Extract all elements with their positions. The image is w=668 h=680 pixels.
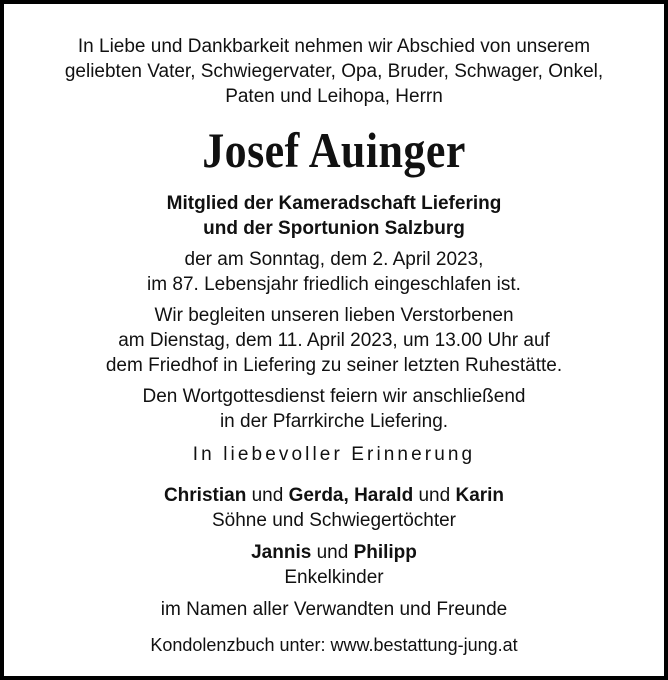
death-line-1: der am Sonntag, dem 2. April 2023, (184, 249, 484, 270)
intro-line-1: In Liebe und Dankbarkeit nehmen wir Abschied von unserem (77, 36, 591, 57)
mass-line-1: Den Wortgottesdienst feiern wir anschließend (142, 386, 526, 407)
daughter-in-law-name-1: Gerda, (288, 485, 349, 506)
daughter-in-law-name-2: Karin (455, 485, 505, 506)
sons-names (4, 483, 664, 508)
membership-line-1: Mitglied der Kameradschaft Liefering (166, 193, 502, 214)
death-line-2: im 87. Lebensjahr friedlich eingeschlafen ist. (147, 274, 521, 295)
membership-text (4, 191, 664, 241)
intro-line-3: Paten und Leihopa, Herrn (225, 86, 443, 107)
deceased-name: Josef Auinger (202, 122, 466, 178)
sons-and-2: und (418, 485, 451, 506)
sons-role: Söhne und Schwiegertöchter (212, 510, 456, 531)
grandchild-name-1: Jannis (251, 542, 312, 563)
sons-block (4, 483, 664, 533)
mass-line-2: in der Pfarrkirche Liefering. (219, 411, 449, 432)
intro-line-2: geliebten Vater, Schwiegervater, Opa, Bruder, Schwager, Onkel, (64, 61, 604, 82)
burial-line-2: am Dienstag, dem 11. April 2023, um 13.00 Uhr auf (118, 330, 550, 351)
burial-text (4, 303, 664, 378)
membership-line-2: und der Sportunion Salzburg (203, 218, 465, 239)
grandchildren-block (4, 540, 664, 590)
grandchild-name-2: Philipp (353, 542, 417, 563)
grandchildren-and: und (316, 542, 349, 563)
son-name-1: Christian (163, 485, 247, 506)
family-line: im Namen aller Verwandten und Freunde (160, 599, 508, 620)
burial-line-1: Wir begleiten unseren lieben Verstorbenen (154, 305, 514, 326)
burial-line-3: dem Friedhof in Liefering zu seiner letzten Ruhestätte. (105, 355, 563, 376)
mass-text (4, 384, 664, 434)
grandchildren-role: Enkelkinder (284, 567, 384, 588)
intro-text (4, 34, 664, 109)
sons-and-1: und (251, 485, 284, 506)
condolence-book-line: Kondolenzbuch unter: www.bestattung-jung.at (150, 635, 518, 655)
son-name-2: Harald (354, 485, 414, 506)
remembrance-heading: In liebevoller Erinnerung (192, 444, 476, 465)
grandchildren-names (4, 540, 664, 565)
death-text (4, 247, 664, 297)
